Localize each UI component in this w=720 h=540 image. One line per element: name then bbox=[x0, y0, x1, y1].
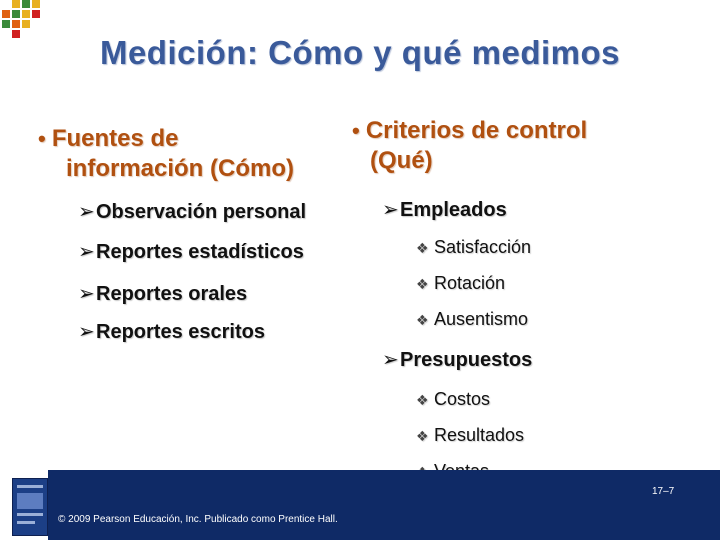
left-heading bbox=[38, 124, 294, 184]
diamond-bullet-icon: ❖ bbox=[416, 276, 429, 292]
group-label: ➢Empleados bbox=[382, 199, 507, 221]
group-label: ➢Presupuestos bbox=[382, 349, 533, 371]
arrow-bullet-icon: ➢ bbox=[78, 283, 95, 305]
list-item: ➢Reportes orales bbox=[78, 283, 248, 305]
arrow-bullet-icon: ➢ bbox=[382, 199, 399, 221]
page-number: 17–7 bbox=[652, 486, 675, 497]
arrow-bullet-icon: ➢ bbox=[78, 321, 95, 343]
diamond-bullet-icon: ❖ bbox=[416, 428, 429, 444]
right-heading-line2: (Qué) bbox=[370, 147, 433, 174]
bullet-dot-icon: • bbox=[352, 118, 366, 143]
list-item: ➢Reportes estadísticos bbox=[78, 241, 304, 263]
diamond-bullet-icon: ❖ bbox=[416, 240, 429, 256]
copyright-text: © 2009 Pearson Educación, Inc. Publicado como Prentice Hall. bbox=[58, 514, 338, 525]
slide-title: Medición: Cómo y qué medimos bbox=[99, 34, 621, 71]
sub-list-item: ❖ Satisfacción bbox=[416, 237, 532, 257]
bullet-dot-icon: • bbox=[38, 126, 52, 151]
sub-list-item: ❖ Costos bbox=[416, 389, 491, 409]
sub-list-item: ❖ Resultados bbox=[416, 425, 525, 445]
arrow-bullet-icon: ➢ bbox=[78, 241, 95, 263]
left-heading-line1: Fuentes de bbox=[51, 125, 179, 152]
diamond-bullet-icon: ❖ bbox=[416, 312, 429, 328]
list-item: ➢Observación personal bbox=[78, 201, 307, 223]
sub-list-item: ❖ Ausentismo bbox=[416, 309, 529, 329]
sub-list-item: ❖ Rotación bbox=[416, 273, 506, 293]
diamond-bullet-icon: ❖ bbox=[416, 392, 429, 408]
arrow-bullet-icon: ➢ bbox=[382, 349, 399, 371]
book-cover-icon bbox=[12, 478, 48, 536]
list-item: ➢Reportes escritos bbox=[78, 321, 265, 343]
right-heading-line1: Criterios de control bbox=[365, 117, 588, 144]
left-heading-line2: información (Cómo) bbox=[66, 155, 294, 182]
arrow-bullet-icon: ➢ bbox=[78, 201, 95, 223]
right-heading bbox=[352, 116, 587, 176]
footer-bar bbox=[48, 470, 720, 540]
